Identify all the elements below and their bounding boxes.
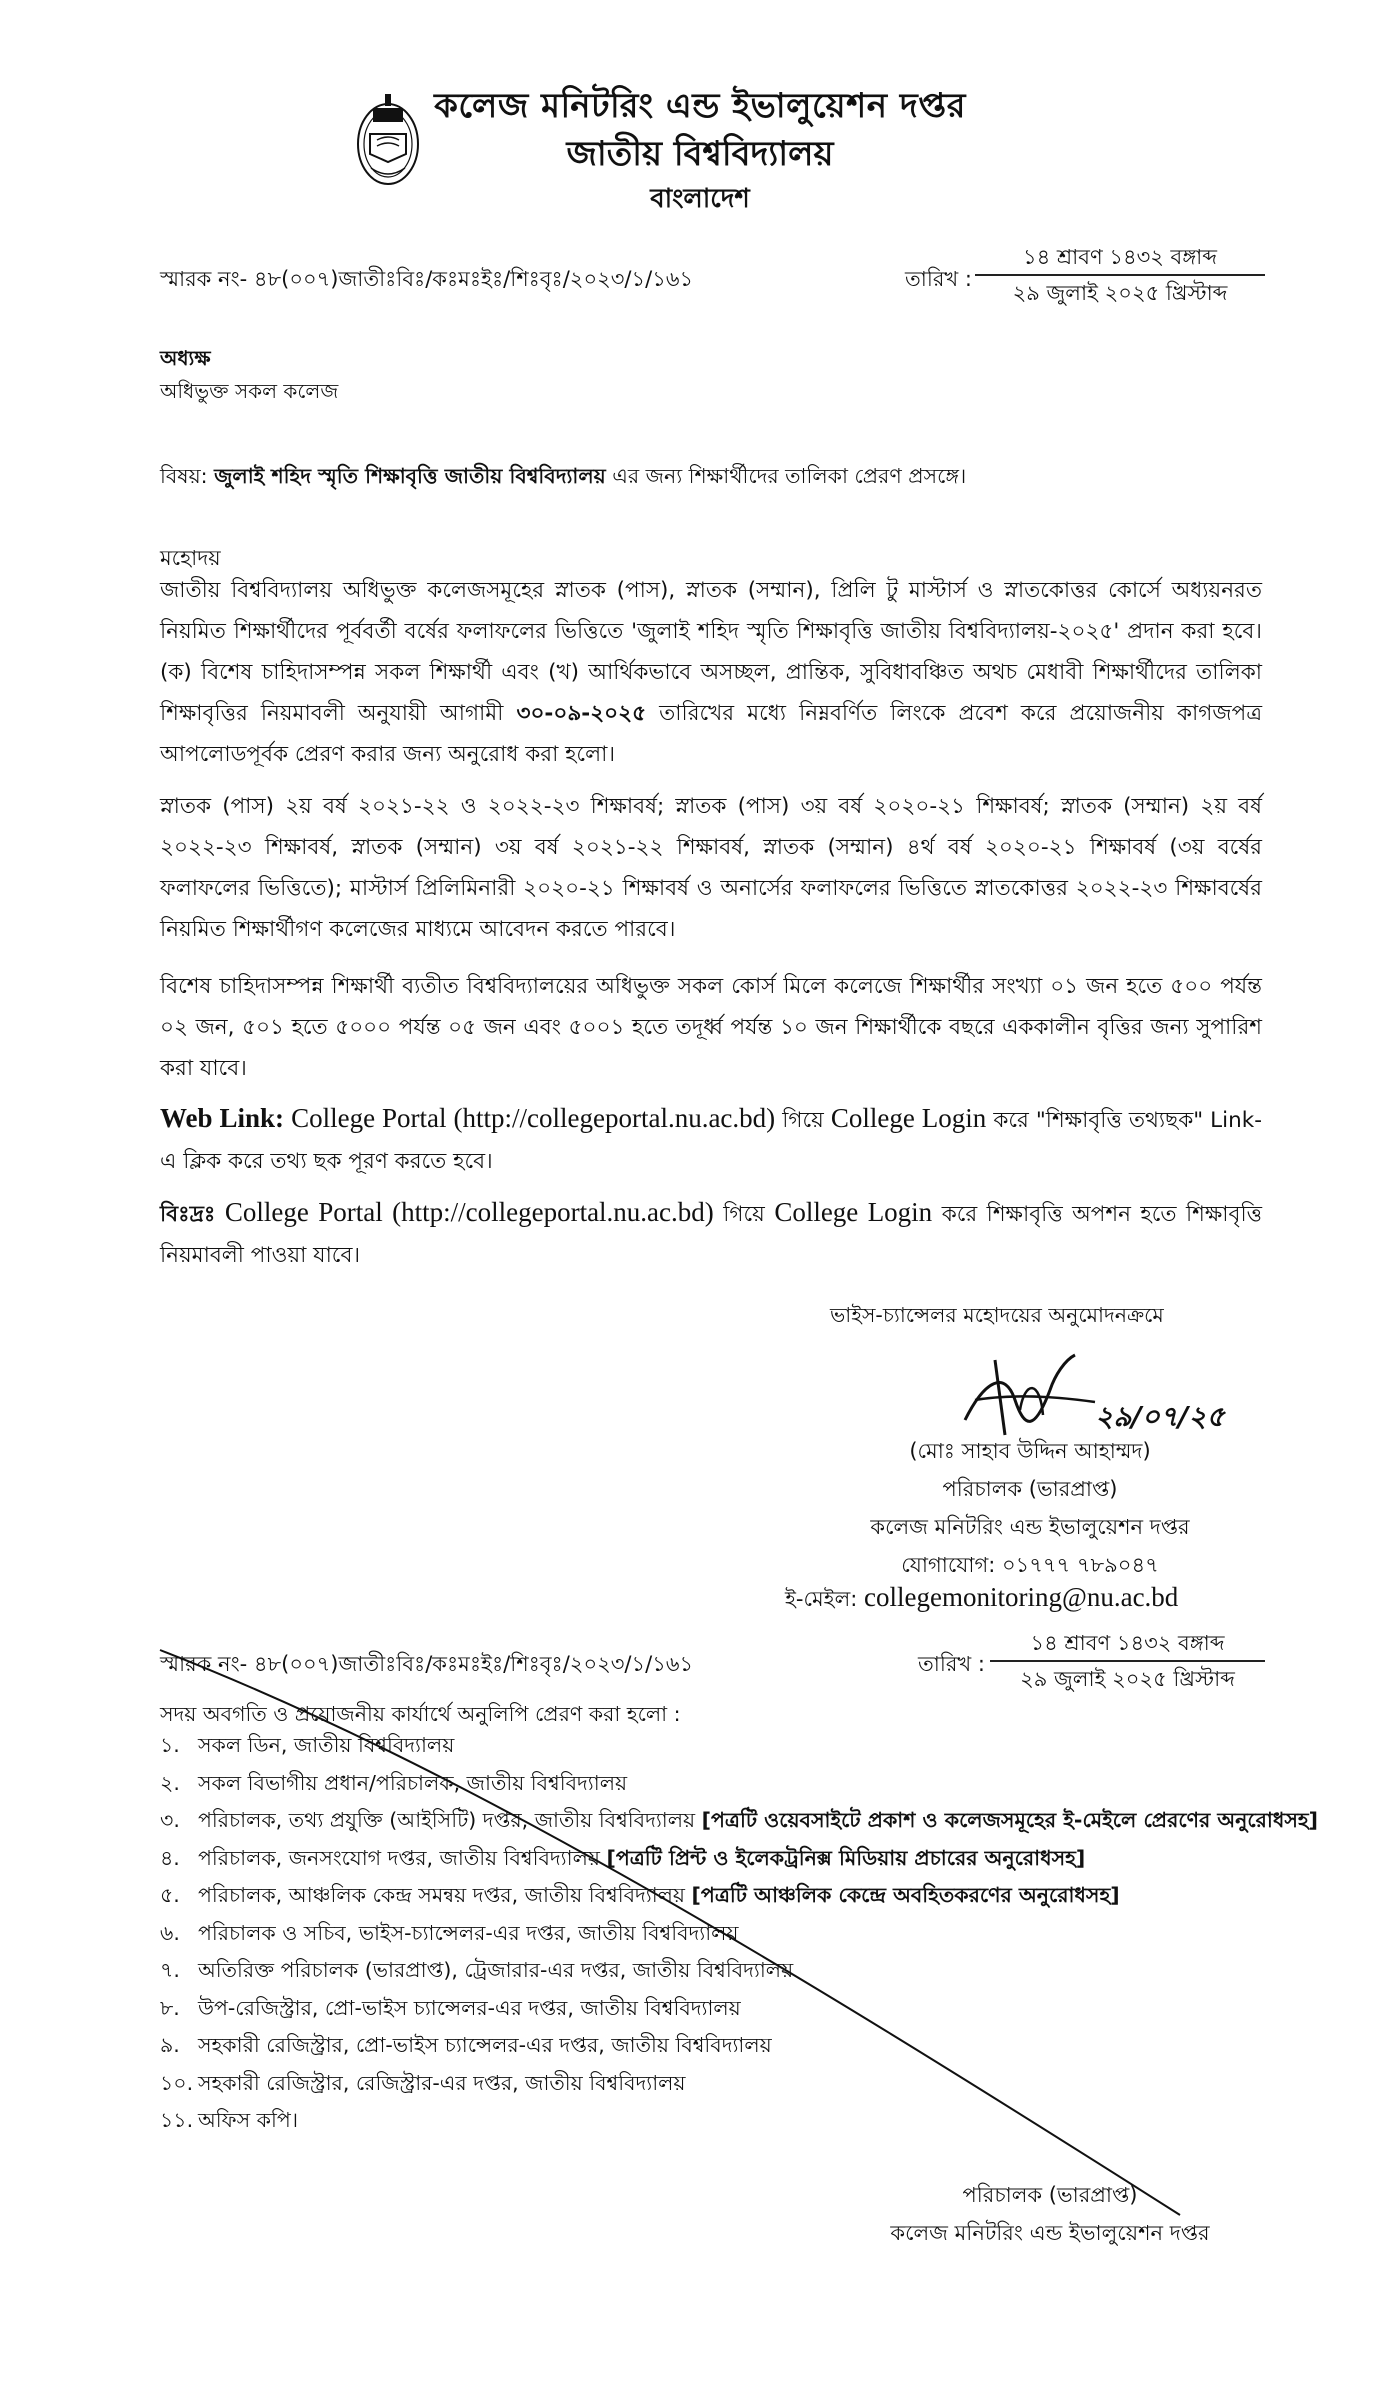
web-link-label: Web Link:: [160, 1103, 285, 1133]
web-link-mid: গিয়ে: [782, 1108, 824, 1133]
note-portal[interactable]: College Portal (http://collegeportal.nu.ac.bd): [224, 1197, 714, 1227]
copy-signatory-office: কলেজ মনিটরিং এন্ড ইভালুয়েশন দপ্তর: [890, 2221, 1210, 2245]
paragraph-3: বিশেষ চাহিদাসম্পন্ন শিক্ষার্থী ব্যতীত বিশ্ববিদ্যালয়ের অধিভুক্ত সকল কোর্স মিলে কলেজে শিক্ষার্থীর সংখ্যা ০১ জন হতে ৫০০ পর্যন্ত ০২ জন, ৫০১ হতে ৫০০০ পর্যন্ত ০৫ জন এবং ৫০০১ হতে তদূর্ধ্ব পর্যন্ত ১০ জন শিক্ষার্থীকে বছরে এককালীন বৃত্তির জন্য সুপারিশ করা যাবে।: [160, 974, 1262, 1081]
signatory-block: [860, 1432, 1200, 1584]
note-rest: করে শিক্ষাবৃত্তি অপশন হতে শিক্ষাবৃত্তি নিয়মাবলী পাওয়া যাবে।: [160, 1202, 1263, 1268]
recipient-line: অধিভুক্ত সকল কলেজ: [160, 379, 339, 403]
email-label: ই-মেইল:: [785, 1587, 858, 1611]
copy-signatory-block: [880, 2176, 1220, 2252]
paragraph-1-text-a: জাতীয় বিশ্ববিদ্যালয় অধিভুক্ত কলেজসমূহের স্নাতক (পাস), স্নাতক (সম্মান), প্রিলি টু মাস্টার্স ও স্নাতকোত্তর কোর্সে অধ্যয়নরত নিয়মিত শিক্ষার্থীদের পূর্ববর্তী বর্ষের ফলাফলের ভিত্তিতে 'জুলাই শহিদ স্মৃতি শিক্ষাবৃত্তি জাতীয় বিশ্ববিদ্যালয়-২০২৫' প্রদান করা হবে। (ক) বিশেষ চাহিদাসম্পন্ন সকল শিক্ষার্থী এবং (খ) আর্থিকভাবে অসচ্ছল, প্রান্তিক, সুবিধাবঞ্চিত অথচ মেধাবী শিক্ষার্থীদের তালিকা শিক্ষাবৃত্তির নিয়মাবলী অনুযায়ী আগামী: [160, 578, 1262, 726]
web-link-login: College Login: [830, 1103, 987, 1133]
paragraph-note: [160, 1192, 1262, 1276]
paragraph-1: [160, 570, 1262, 775]
list-item: ৮. উপ-রেজিস্ট্রার, প্রো-ভাইস চ্যান্সেলর-এর দপ্তর, জাতীয় বিশ্ববিদ্যালয়: [160, 1995, 741, 2020]
country-heading: বাংলাদেশ: [650, 184, 750, 214]
note-login: College Login: [774, 1197, 933, 1227]
copy-signatory-designation: পরিচালক (ভারপ্রাপ্ত): [962, 2183, 1138, 2207]
memo-reference: স্মারক নং- ৪৮(০০৭)জাতীঃবিঃ/কঃমঃইঃ/শিঃবৃঃ/২০২৩/১/১৬১: [160, 267, 694, 291]
date-english: ২৯ জুলাই ২০২৫ খ্রিস্টাব্দ: [1012, 281, 1228, 305]
copy-date-english: ২৯ জুলাই ২০২৫ খ্রিস্টাব্দ: [1020, 1667, 1235, 1691]
note-label: বিঃদ্রঃ: [160, 1202, 216, 1227]
paragraph-web-link: [160, 1098, 1262, 1182]
paragraph-1-deadline: ৩০-০৯-২০২৫: [516, 701, 647, 726]
web-link-rest: করে "শিক্ষাবৃত্তি তথ্যছক" Link-এ ক্লিক করে তথ্য ছক পূরণ করতে হবে।: [160, 1108, 1262, 1174]
copy-intro: সদয় অবগতি ও প্রয়োজনীয় কার্যার্থে অনুলিপি প্রেরণ করা হলো :: [160, 1702, 681, 1726]
diagonal-strike-line-icon: [155, 1645, 1185, 2220]
subject-line: [160, 461, 966, 495]
list-item: ১০. সহকারী রেজিস্ট্রার, রেজিস্ট্রার-এর দপ্তর, জাতীয় বিশ্ববিদ্যালয়: [160, 2070, 686, 2095]
signature-handwritten-date: ২৯/০৭/২৫: [1095, 1400, 1225, 1433]
list-item: ১. সকল ডিন, জাতীয় বিশ্ববিদ্যালয়: [160, 1733, 455, 1757]
subject-rest: এর জন্য শিক্ষার্থীদের তালিকা প্রেরণ প্রসঙ্গে।: [612, 464, 967, 488]
signatory-name: (মোঃ সাহাব উদ্দিন আহাম্মদ): [909, 1439, 1151, 1463]
date-block: [975, 240, 1265, 310]
list-item: ৯. সহকারী রেজিস্ট্রার, প্রো-ভাইস চ্যান্সেলর-এর দপ্তর, জাতীয় বিশ্ববিদ্যালয়: [160, 2033, 772, 2057]
paragraph-2: স্নাতক (পাস) ২য় বর্ষ ২০২১-২২ ও ২০২২-২৩ শিক্ষাবর্ষ; স্নাতক (পাস) ৩য় বর্ষ ২০২০-২১ শিক্ষাবর্ষ; স্নাতক (সম্মান) ২য় বর্ষ ২০২২-২৩ শিক্ষাবর্ষ, স্নাতক (সম্মান) ৩য় বর্ষ ২০২১-২২ শিক্ষাবর্ষ, স্নাতক (সম্মান) ৪র্থ বর্ষ ২০২০-২১ শিক্ষাবর্ষ (৩য় বর্ষের ফলাফলের ভিত্তিতে); মাস্টার্স প্রিলিমিনারী ২০২০-২১ শিক্ষাবর্ষ ও অনার্সের ফলাফলের ভিত্তিতে স্নাতকোত্তর ২০২২-২৩ শিক্ষাবর্ষের নিয়মিত শিক্ষার্থীগণ কলেজের মাধ্যমে আবেদন করতে পারবে।: [160, 794, 1262, 942]
salutation: মহোদয়: [160, 546, 221, 570]
date-label: তারিখ :: [905, 267, 972, 291]
copy-date-bangla: ১৪ শ্রাবণ ১৪৩২ বঙ্গাব্দ: [990, 1626, 1265, 1662]
recipient-title: অধ্যক্ষ: [160, 346, 211, 370]
list-item: ৬. পরিচালক ও সচিব, ভাইস-চ্যান্সেলর-এর দপ্তর, জাতীয় বিশ্ববিদ্যালয়: [160, 1920, 739, 1945]
list-item: ৫. পরিচালক, আঞ্চলিক কেন্দ্র সমন্বয় দপ্তর, জাতীয় বিশ্ববিদ্যালয় [পত্রটি আঞ্চলিক কেন্দ্রে অবহিতকরণের অনুরোধসহ]: [160, 1883, 1120, 1907]
date-bangla: ১৪ শ্রাবণ ১৪৩২ বঙ্গাব্দ: [975, 240, 1265, 276]
signatory-office: কলেজ মনিটরিং এন্ড ইভালুয়েশন দপ্তর: [870, 1515, 1190, 1539]
email-address[interactable]: collegemonitoring@nu.ac.bd: [864, 1582, 1179, 1612]
copy-memo-reference: স্মারক নং- ৪৮(০০৭)জাতীঃবিঃ/কঃমঃইঃ/শিঃবৃঃ/২০২৩/১/১৬১: [160, 1652, 694, 1676]
approval-line: ভাইস-চ্যান্সেলর মহোদয়ের অনুমোদনক্রমে: [830, 1303, 1164, 1327]
paragraph-1-text-b: তারিখের মধ্যে নিম্নবর্ণিত লিংকে প্রবেশ করে প্রয়োজনীয় কাগজপত্র আপলোডপূর্বক প্রেরণ করার জন্য অনুরোধ করা হলো।: [160, 701, 1262, 767]
note-mid: গিয়ে: [723, 1202, 765, 1227]
subject-bold: জুলাই শহিদ স্মৃতি শিক্ষাবৃত্তি জাতীয় বিশ্ববিদ্যালয়: [214, 464, 606, 488]
subject-label: বিষয়:: [160, 464, 208, 488]
signatory-email-line: [785, 1582, 1178, 1618]
list-item: ২. সকল বিভাগীয় প্রধান/পরিচালক, জাতীয় বিশ্ববিদ্যালয়: [160, 1770, 628, 1795]
copy-date-label: তারিখ :: [918, 1652, 985, 1676]
office-name-heading: কলেজ মনিটরিং এন্ড ইভালুয়েশন দপ্তর: [434, 86, 966, 126]
university-name-heading: জাতীয় বিশ্ববিদ্যালয়: [566, 134, 834, 174]
web-link-portal[interactable]: College Portal (http://collegeportal.nu.ac.bd): [291, 1103, 776, 1133]
list-item: ১১. অফিস কপি।: [160, 2108, 299, 2132]
list-item: ৭. অতিরিক্ত পরিচালক (ভারপ্রাপ্ত), ট্রেজারার-এর দপ্তর, জাতীয় বিশ্ববিদ্যালয়: [160, 1958, 794, 1982]
list-item: ৪. পরিচালক, জনসংযোগ দপ্তর, জাতীয় বিশ্ববিদ্যালয় [পত্রটি প্রিন্ট ও ইলেকট্রনিক্স মিডিয়ায় প্রচারের অনুরোধসহ]: [160, 1845, 1086, 1870]
signatory-phone: যোগাযোগ: ০১৭৭৭ ৭৮৯০৪৭: [901, 1553, 1159, 1577]
signatory-designation: পরিচালক (ভারপ্রাপ্ত): [942, 1477, 1118, 1501]
list-item: ৩. পরিচালক, তথ্য প্রযুক্তি (আইসিটি) দপ্তর, জাতীয় বিশ্ববিদ্যালয় [পত্রটি ওয়েবসাইটে প্রকাশ ও কলেজসমূহের ই-মেইলে প্রেরণের অনুরোধসহ]: [160, 1808, 1319, 1832]
